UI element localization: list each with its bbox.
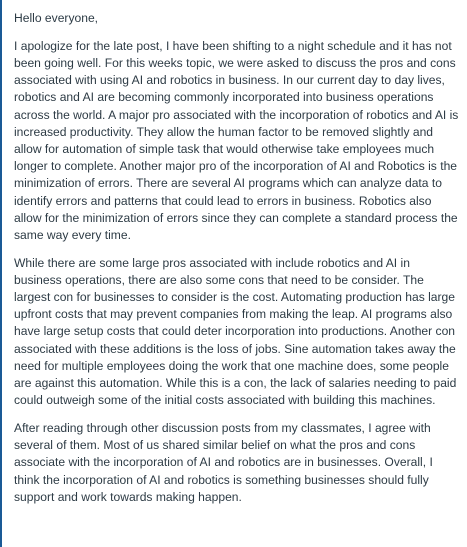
post-body <box>14 10 459 506</box>
post-paragraph-cons: While there are some large pros associated with include robotics and AI in business operations, there are also some cons that need to be consider. The largest con for businesses to consider is the cost. Automating production has large upfront costs that may prevent companies from making the leap. AI programs also have large setup costs that could deter incorporation into productions. Another con associated with these additions is the loss of jobs. Sine automation takes away the need for multiple employees doing the work that one machine does, some people are against this automation. While this is a con, the lack of salaries needing to paid could outweigh some of the initial costs associated with building this machines. <box>14 255 457 408</box>
post-greeting: Hello everyone, <box>14 11 99 25</box>
post-paragraph-conclusion: After reading through other discussion posts from my classmates, I agree with several of them. Most of us shared similar belief on what the pros and cons associate with the incorporation of AI and robotics are in businesses. Overall, I think the incorporation of AI and robotics is something businesses should fully support and work towards making happen. <box>14 420 433 504</box>
post-paragraph-intro-pros: I apologize for the late post, I have been shifting to a night schedule and it has not been going well. For this weeks topic, we were asked to discuss the pros and cons associated with using AI and robotics in business. In our current day to day lives, robotics and AI are becoming commonly incorporated into business operations across the world. A major pro associated with the incorporation of robotics and AI is increased productivity. They allow the human factor to be removed slightly and allow for automation of simple task that would otherwise take employees much longer to complete. Another major pro of the incorporation of AI and Robotics is the minimization of errors. There are several AI programs which can analyze data to identify errors and patterns that could lead to errors in business. Robotics also allow for the minimization of errors since they can complete a standard process the same way every time. <box>14 38 459 242</box>
